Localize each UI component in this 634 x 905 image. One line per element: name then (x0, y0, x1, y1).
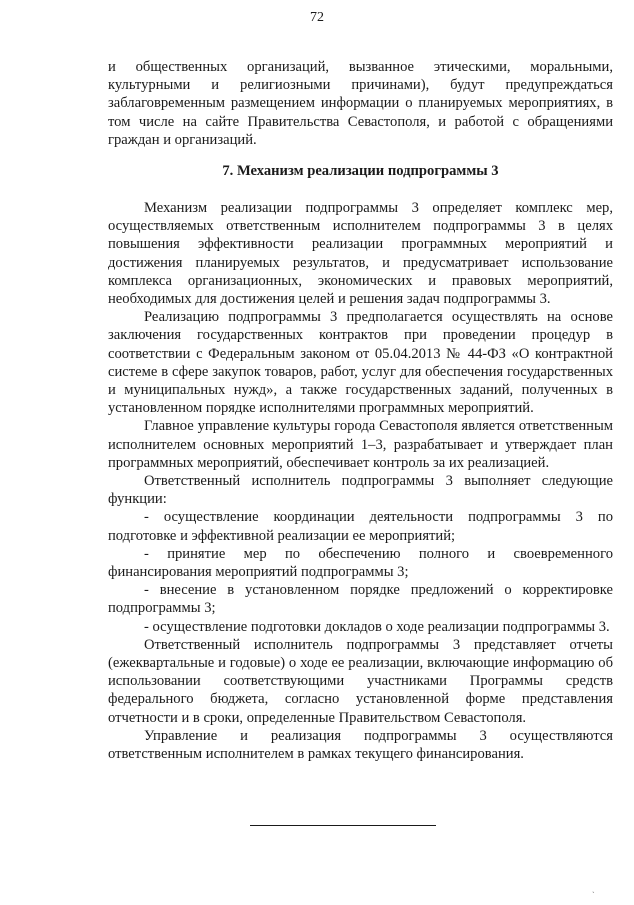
function-item: - осуществление подготовки докладов о ходе реализации подпрограммы 3. (144, 618, 610, 635)
function-item: - принятие мер по обеспечению полного и своевременного финансирования мероприятий подпрограммы 3; (108, 545, 613, 581)
paragraph: Ответственный исполнитель подпрограммы 3 выполняет следующие функции: (108, 473, 613, 508)
scan-mark: ˎ (592, 884, 595, 893)
intro-paragraph (108, 58, 613, 149)
paragraph: Ответственный исполнитель подпрограммы 3 представляет отчеты (ежеквартальные и годовые) о ходе ее реализации, включающие информацию об использовании соответствующими участниками Программы средств федерального бюджета, согласно установленной форме представления отчетности и в сроки, определенные Правительством Севастополя. (108, 636, 613, 726)
paragraph: Механизм реализации подпрограммы 3 определяет комплекс мер, осуществляемых ответственным исполнителем подпрограммы 3 в целях повышения эффективности реализации программных мероприятий и достижения планируемых результатов, и предусматривает использование комплекса организационных, экономических и правовых мероприятий, необходимых для достижения целей и решения задач подпрограммы 3. (108, 200, 613, 308)
page-number: 72 (310, 10, 324, 25)
paragraph: Реализацию подпрограммы 3 предполагается осуществлять на основе заключения государственных контрактов при проведении процедур в соответствии с Федеральным законом от 05.04.2013 № 44-ФЗ «О контрактной системе в сфере закупок товаров, работ, услуг для обеспечения государственных и муниципальных нужд», а также государственных заданий, полученных в установленном порядке исполнителями программных мероприятий. (108, 309, 613, 417)
paragraph: Главное управление культуры города Севастополя является ответственным исполнителем основных мероприятий 1–3, разрабатывает и утверждает план программных мероприятий, обеспечивает контроль за их реализацией. (108, 418, 613, 471)
function-item: - осуществление координации деятельности подпрограммы 3 по подготовке и эффективной реализации ее мероприятий; (108, 509, 613, 544)
paragraph: Управление и реализация подпрограммы 3 осуществляются ответственным исполнителем в рамках текущего финансирования. (108, 727, 613, 763)
function-item: - внесение в установленном порядке предложений о корректировке подпрограммы 3; (108, 582, 613, 617)
intro-text: и общественных организаций, вызванное этическими, моральными, культурными и религиозными причинами), будут предупреждаться заблаговременным размещением информации о планируемых мероприятиях, в том числе на сайте Правительства Севастополя, и работой с обращениями граждан и организаций. (108, 59, 613, 148)
section-body (108, 199, 613, 763)
section-heading: 7. Механизм реализации подпрограммы 3 (222, 163, 499, 179)
separator-line (250, 825, 436, 826)
